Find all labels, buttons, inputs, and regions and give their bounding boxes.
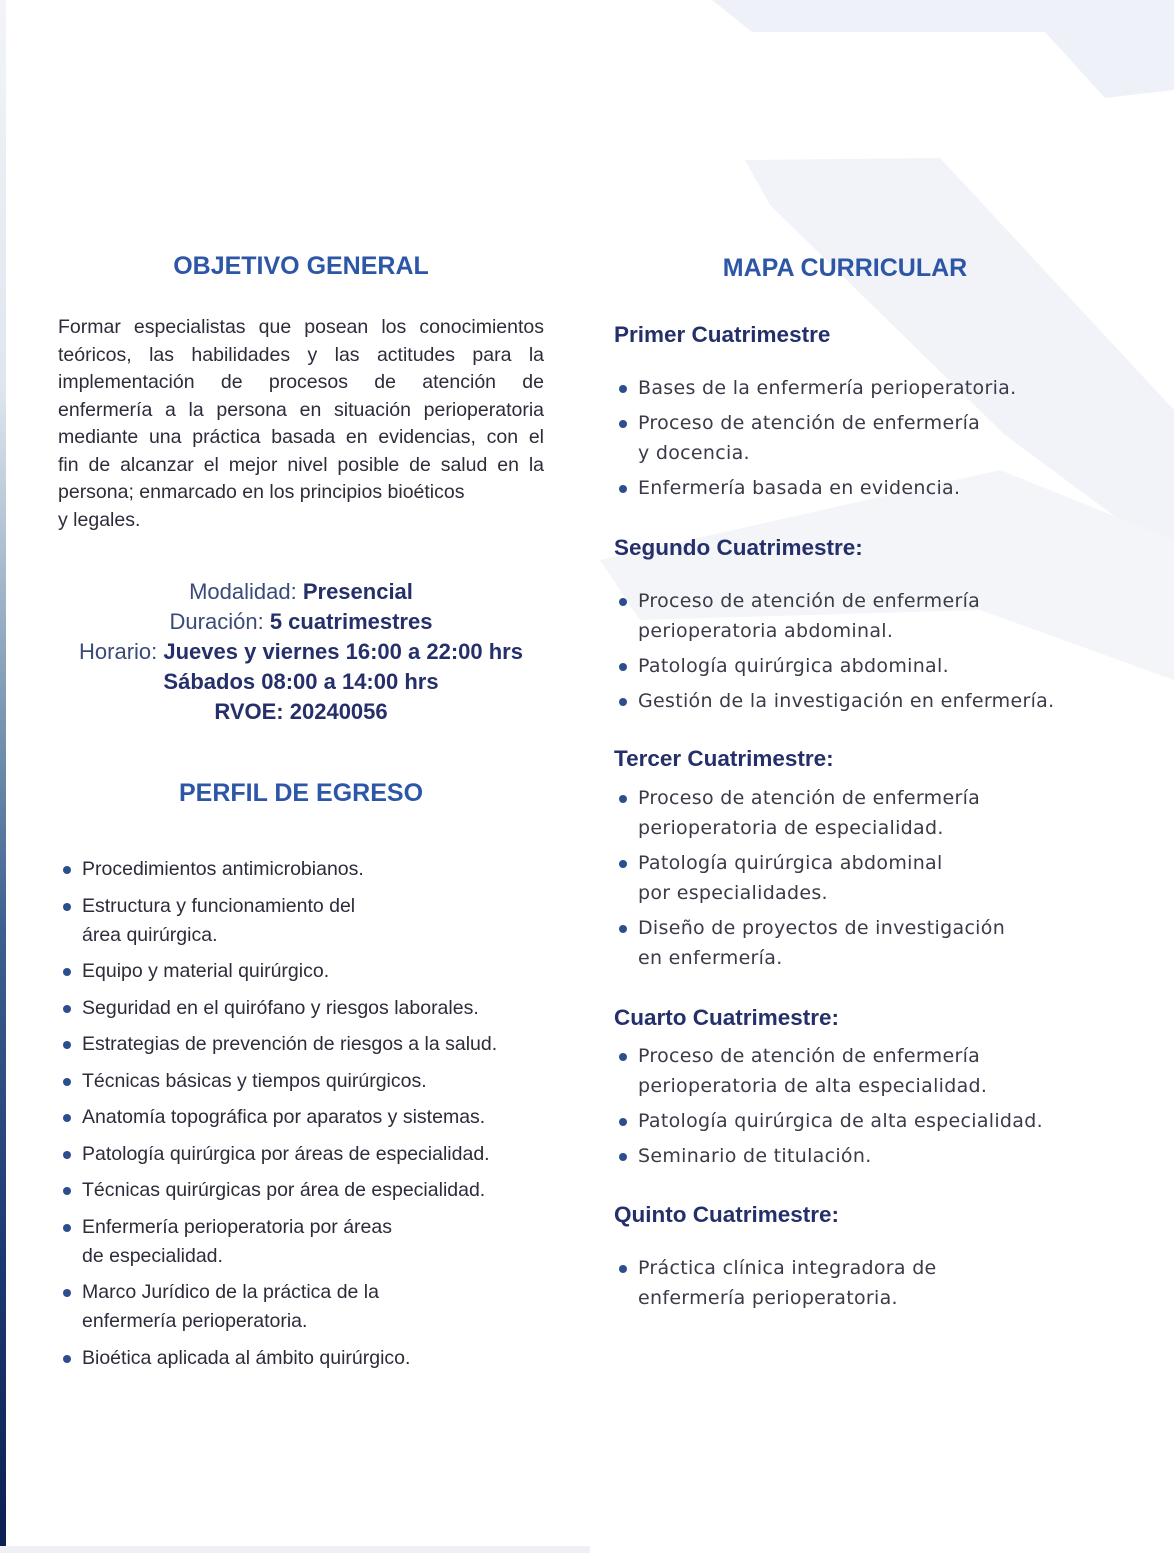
list-item <box>614 1141 1134 1171</box>
list-item-text: Enfermería basada en evidencia. <box>638 477 961 499</box>
horario-value-2: Sábados 08:00 a 14:00 hrs <box>163 669 439 694</box>
objetivo-line: implementación de procesos de atención de <box>58 371 544 393</box>
list-item <box>58 1030 558 1059</box>
list-item <box>58 957 558 986</box>
list-item <box>614 1041 1134 1101</box>
list-item-text: perioperatoria de especialidad. <box>638 817 944 839</box>
list-item <box>58 1067 558 1096</box>
duracion-label: Duración: <box>169 609 270 634</box>
list-item-text: perioperatoria abdominal. <box>638 620 894 642</box>
list-item <box>614 1253 1134 1313</box>
semester-1-list <box>614 373 1134 508</box>
list-item-text: Equipo y material quirúrgico. <box>82 960 330 982</box>
semester-2-title: Segundo Cuatrimestre: <box>614 535 863 560</box>
semester-4-title: Cuarto Cuatrimestre: <box>614 1005 840 1030</box>
list-item <box>58 892 558 950</box>
list-item-text: enfermería perioperatoria. <box>82 1310 308 1332</box>
list-item <box>58 1344 558 1373</box>
list-item-text: Proceso de atención de enfermería <box>638 412 981 434</box>
list-item <box>614 408 1134 468</box>
list-item <box>614 373 1134 403</box>
list-item-text: Práctica clínica integradora de <box>638 1257 937 1279</box>
list-item <box>58 1278 558 1336</box>
objetivo-line: y legales. <box>58 508 141 531</box>
mapa-title: MAPA CURRICULAR <box>722 254 968 282</box>
objetivo-line: fin de alcanzar el mejor nivel posible de salud en la <box>58 453 544 476</box>
semester-3-title: Tercer Cuatrimestre: <box>614 746 834 771</box>
modalidad-row <box>58 577 544 607</box>
list-item <box>58 1176 558 1205</box>
duracion-row <box>58 607 544 637</box>
list-item-text: Proceso de atención de enfermería <box>638 1045 981 1067</box>
objetivo-line: teóricos, las habilidades y las actitudes para la <box>58 343 544 366</box>
horario-value: Jueves y viernes 16:00 a 22:00 hrs <box>163 639 523 664</box>
list-item-text: Diseño de proyectos de investigación <box>638 917 1006 939</box>
perfil-list <box>58 855 558 1380</box>
list-item-text: enfermería perioperatoria. <box>638 1287 898 1309</box>
list-item-text: Marco Jurídico de la práctica de la <box>82 1281 379 1303</box>
semester-1-title: Primer Cuatrimestre <box>614 322 831 347</box>
list-item-text: Estrategias de prevención de riesgos a la salud. <box>82 1033 498 1055</box>
rvoe-value: RVOE: 20240056 <box>214 699 388 724</box>
list-item <box>58 1103 558 1132</box>
modalidad-value: Presencial <box>302 579 413 604</box>
list-item-text: Procedimientos antimicrobianos. <box>82 858 364 880</box>
list-item <box>58 855 558 884</box>
objetivo-line: mediante una práctica basada en evidencias, con el <box>58 426 544 448</box>
horario-row <box>58 637 544 667</box>
list-item-text: Patología quirúrgica abdominal. <box>638 655 949 677</box>
list-item <box>614 1106 1134 1136</box>
list-item <box>58 994 558 1023</box>
duracion-value: 5 cuatrimestres <box>269 609 433 634</box>
list-item-text: Proceso de atención de enfermería <box>638 787 981 809</box>
list-item-text: Gestión de la investigación en enfermería. <box>638 690 1055 712</box>
modalidad-label: Modalidad: <box>189 579 303 604</box>
list-item-text: área quirúrgica. <box>82 923 218 946</box>
objetivo-title: OBJETIVO GENERAL <box>173 252 429 280</box>
list-item-text: Patología quirúrgica de alta especialidad. <box>638 1110 1043 1132</box>
list-item-text: Bioética aplicada al ámbito quirúrgico. <box>82 1346 411 1369</box>
list-item-text: de especialidad. <box>82 1244 223 1267</box>
list-item <box>614 913 1134 973</box>
semester-2-list <box>614 586 1134 721</box>
list-item-text: Proceso de atención de enfermería <box>638 590 981 612</box>
list-item <box>614 473 1134 503</box>
bottom-divider <box>0 1546 590 1553</box>
perfil-title: PERFIL DE EGRESO <box>178 779 424 807</box>
list-item-text: por especialidades. <box>638 882 828 904</box>
list-item-text: Enfermería perioperatoria por áreas <box>82 1215 392 1238</box>
list-item-text: Patología quirúrgica abdominal <box>638 852 943 874</box>
list-item-text: Patología quirúrgica por áreas de especialidad. <box>82 1142 490 1165</box>
list-item <box>614 848 1134 908</box>
list-item-text: Bases de la enfermería perioperatoria. <box>638 377 1017 399</box>
list-item-text: Seminario de titulación. <box>638 1145 872 1167</box>
horario-label: Horario: <box>79 639 164 664</box>
objetivo-line: persona; enmarcado en los principios bioéticos <box>58 481 465 503</box>
program-info <box>58 577 544 727</box>
list-item-text: Estructura y funcionamiento del <box>82 894 356 917</box>
list-item <box>58 1213 558 1271</box>
list-item <box>614 586 1134 646</box>
list-item-text: Seguridad en el quirófano y riesgos laborales. <box>82 996 479 1019</box>
objetivo-line: Formar especialistas que posean los conocimientos <box>58 316 544 338</box>
list-item-text: en enfermería. <box>638 947 783 969</box>
semester-5-list <box>614 1253 1134 1318</box>
list-item <box>614 651 1134 681</box>
list-item-text: perioperatoria de alta especialidad. <box>638 1075 988 1097</box>
list-item <box>614 686 1134 716</box>
list-item-text: Anatomía topográfica por aparatos y sistemas. <box>82 1106 486 1128</box>
semester-4-list <box>614 1041 1134 1176</box>
list-item-text: y docencia. <box>638 442 750 464</box>
objetivo-paragraph <box>58 314 544 534</box>
list-item-text: Técnicas quirúrgicas por área de especialidad. <box>82 1179 486 1201</box>
semester-5-title: Quinto Cuatrimestre: <box>614 1202 840 1227</box>
list-item <box>58 1140 558 1169</box>
objetivo-line: enfermería a la persona en situación perioperatoria <box>58 398 544 421</box>
list-item-text: Técnicas básicas y tiempos quirúrgicos. <box>82 1069 427 1092</box>
list-item <box>614 783 1134 843</box>
semester-3-list <box>614 783 1134 978</box>
